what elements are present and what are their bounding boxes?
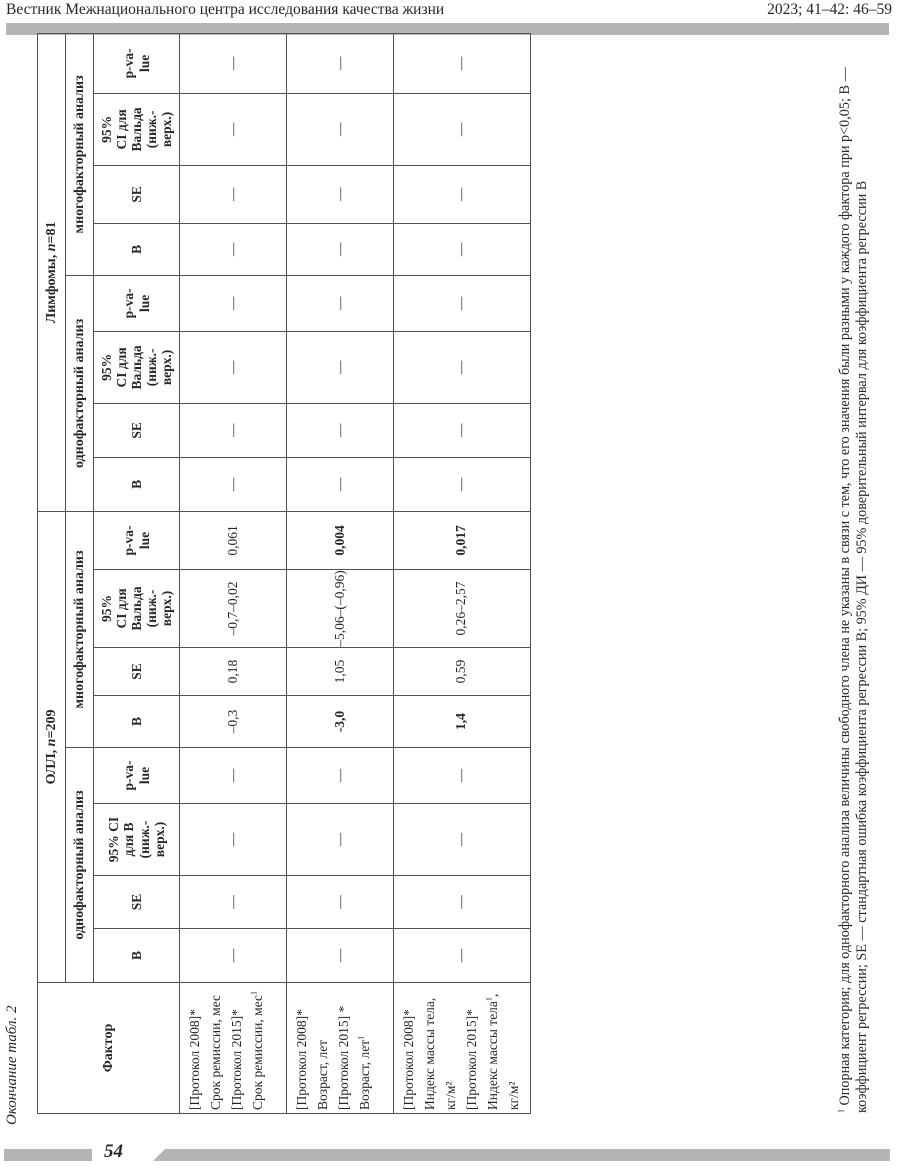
cell: 0,004	[287, 511, 394, 569]
cell: —	[180, 93, 287, 165]
factor-cell: [Протокол 2008]* Срок ремиссии, мес [Протокол 2015]* Срок ремиссии, мес$^1$	[180, 983, 287, 1114]
cell: —	[287, 876, 394, 929]
journal-citation: 2023; 41–42: 46–59	[767, 1, 892, 18]
cell: —	[180, 748, 287, 804]
rotated-page-content	[0, 20, 880, 1140]
factor-cell: [Протокол 2008]* Индекс массы тела, кг/м² [Протокол 2015]* Индекс массы тела$^1$, кг/м²	[394, 983, 531, 1114]
col-se: SE	[94, 403, 180, 457]
cell: —	[180, 876, 287, 929]
cell: —	[180, 929, 287, 983]
col-p-value: p-va- lue	[94, 511, 180, 569]
cell: —	[394, 748, 531, 804]
cell: –0,7–0,02	[180, 570, 287, 648]
cell: —	[180, 804, 287, 876]
oll-multivariate-header: многофакторный анализ	[66, 511, 94, 747]
cell: —	[287, 457, 394, 511]
cell: —	[180, 223, 287, 275]
lymph-univariate-header: однофакторный анализ	[66, 275, 94, 511]
cell: —	[287, 223, 394, 275]
cell: 0,017	[394, 511, 531, 569]
cell: 1,05	[287, 648, 394, 696]
col-ci: 95% CI для B (ниж.- верх.)	[94, 804, 180, 876]
cell: 0,59	[394, 648, 531, 696]
cell: —	[394, 331, 531, 403]
col-b: B	[94, 929, 180, 983]
col-p-value: p-va- lue	[94, 748, 180, 804]
cell: —	[180, 457, 287, 511]
cell: 0,18	[180, 648, 287, 696]
cell: -3,0	[287, 696, 394, 748]
cell: —	[287, 929, 394, 983]
cell: —	[394, 165, 531, 223]
col-ci-wald: 95% CI для Вальда (ниж.- верх.)	[94, 331, 180, 403]
cell: —	[287, 275, 394, 331]
group-header-lymphoma: Лимфомы, n=81	[38, 33, 66, 511]
group-header-oll: ОЛЛ, n=209	[38, 511, 66, 982]
cell: 1,4	[394, 696, 531, 748]
col-ci-wald: 95% CI для Вальда (ниж.- верх.)	[94, 93, 180, 165]
cell: —	[394, 403, 531, 457]
regression-table	[37, 33, 531, 1114]
col-ci-wald: 95% CI для Вальда (ниж.- верх.)	[94, 570, 180, 648]
col-se: SE	[94, 648, 180, 696]
cell: —	[394, 223, 531, 275]
table-row-remission	[180, 33, 287, 1113]
cell: —	[180, 275, 287, 331]
cell: —	[287, 804, 394, 876]
cell: —	[287, 33, 394, 93]
col-b: B	[94, 223, 180, 275]
cell: —	[394, 804, 531, 876]
col-se: SE	[94, 165, 180, 223]
cell: —	[180, 33, 287, 93]
cell: —	[180, 165, 287, 223]
col-b: B	[94, 457, 180, 511]
col-p-value: p-va- lue	[94, 275, 180, 331]
factor-cell: [Протокол 2008]* Возраст, лет [Протокол 2015] * Возраст, лет$^1$	[287, 983, 394, 1114]
factor-header: Фактор	[38, 983, 180, 1114]
footer-rule-right	[153, 1149, 890, 1161]
table-row-age	[287, 33, 394, 1113]
cell: 0,26–2,57	[394, 570, 531, 648]
table-row-bmi	[394, 33, 531, 1113]
cell: –0,3	[180, 696, 287, 748]
cell: —	[394, 929, 531, 983]
col-se: SE	[94, 876, 180, 929]
cell: —	[180, 331, 287, 403]
cell: —	[394, 33, 531, 93]
cell: —	[287, 331, 394, 403]
journal-title: Вестник Межнационального центра исследования качества жизни	[6, 1, 445, 18]
cell: —	[394, 876, 531, 929]
cell: —	[287, 165, 394, 223]
table-footnote: $^1$ Опорная категория; для однофакторного анализа величины свободного члена не указаны в связи с тем, что его значения были разными у каждого фактора при p<0,05; B — коэффициент регрессии; SE — стандартная ошибка коэффициента регрессии B; 95% ДИ — 95% доверительный интервал для коэффициента регрессии B	[836, 67, 871, 1113]
oll-univariate-header: однофакторный анализ	[66, 748, 94, 983]
cell: 0,061	[180, 511, 287, 569]
running-header	[0, 0, 900, 22]
table-continuation-label: Окончание табл. 2	[4, 1005, 20, 1125]
page-number: 54	[104, 1141, 123, 1162]
cell: —	[394, 93, 531, 165]
col-p-value: p-va- lue	[94, 33, 180, 93]
col-b: B	[94, 696, 180, 748]
cell: –5,06–(–0,96)	[287, 570, 394, 648]
cell: —	[287, 748, 394, 804]
cell: —	[287, 403, 394, 457]
cell: —	[287, 93, 394, 165]
cell: —	[394, 457, 531, 511]
footer-rule-left	[4, 1149, 92, 1161]
cell: —	[394, 275, 531, 331]
cell: —	[180, 403, 287, 457]
lymph-multivariate-header: многофакторный анализ	[66, 33, 94, 275]
